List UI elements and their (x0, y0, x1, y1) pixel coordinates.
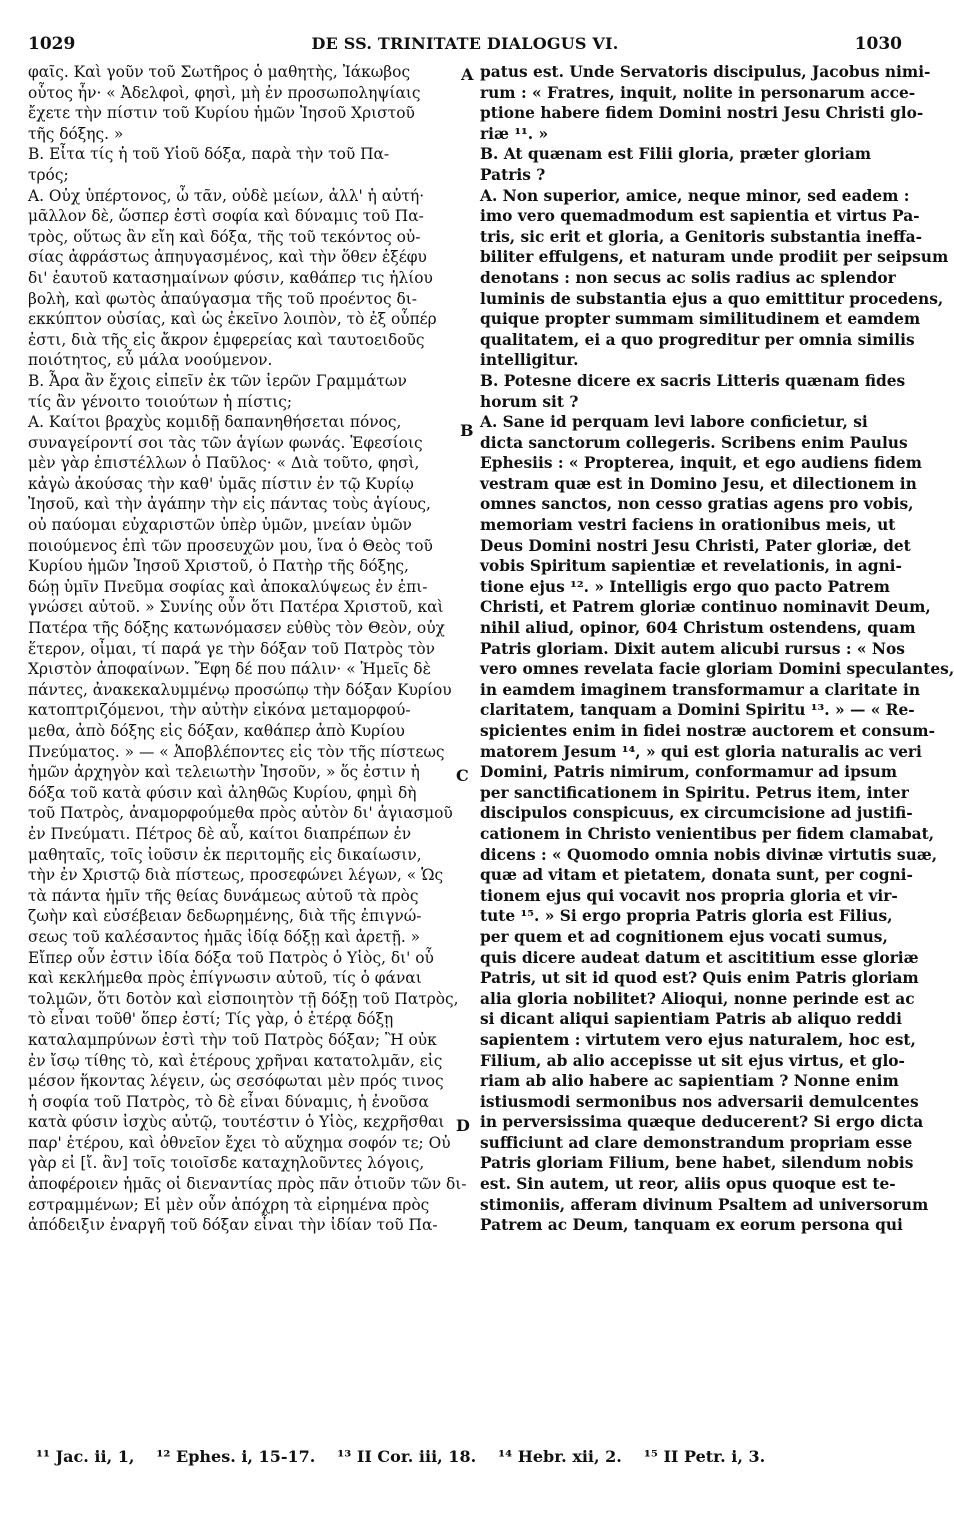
latin-text-line: per sanctificationem in Spiritu. Petrus item, inter (480, 783, 909, 802)
greek-text-line: ἡμῶν ἀρχηγὸν καὶ τελειωτὴν Ἰησοῦν, » ὅς ἐστιν ἡ (28, 763, 420, 782)
greek-text-line: ἀποφέροιεν ἡμᾶς οἱ διεναντίας πρὸς πᾶν ὁτιοῦν τῶν δι- (28, 1175, 467, 1194)
greek-text-line: βολὴ, καὶ φωτὸς ἀπαύγασμα τῆς τοῦ προέντος δι- (28, 289, 417, 308)
latin-text-line: horum sit ? (480, 392, 579, 411)
greek-text-line: οὗτος ἦν· « Ἀδελφοὶ, φησὶ, μὴ ἐν προσωποληψίαις (28, 83, 421, 102)
latin-text-line: Patrem ac Deum, tanquam ex eorum persona qui (480, 1216, 903, 1235)
latin-text-line: vobis Spiritum sapientiæ et revelationis, in agni- (480, 557, 902, 576)
latin-text-line: A. Sane id perquam levi labore conficietur, si (480, 413, 868, 432)
footnote: ¹⁵ II Petr. i, 3. (643, 1447, 766, 1466)
latin-text-line: dicens : « Quomodo omnia nobis divinæ virtutis suæ, (480, 845, 938, 864)
greek-text-line: Κυρίου ἡμῶν Ἰησοῦ Χριστοῦ, ὁ Πατὴρ τῆς δόξης, (28, 557, 409, 576)
greek-text-line: ἐν Πνεύματι. Πέτρος δὲ αὖ, καίτοι διαπρέπων ἐν (28, 824, 412, 843)
greek-text-line: ποιούμενος ἐπὶ τῶν προσευχῶν μου, ἵνα ὁ Θεὸς τοῦ (28, 536, 433, 555)
greek-text-line: μέσον ἥκοντας λέγειν, ὡς σεσόφωται μὲν πρός τινος (28, 1072, 444, 1091)
latin-text-line: denotans : non secus ac solis radius ac splendor (480, 268, 896, 287)
greek-text-line: μεθα, ἀπὸ δόξης εἰς δόξαν, καθάπερ ἀπὸ Κυρίου (28, 722, 405, 740)
greek-text-line: Ἰησοῦ, καὶ τὴν ἀγάπην τὴν εἰς πάντας τοὺς ἁγίους, (28, 495, 431, 514)
latin-text-line: imo vero quemadmodum est sapientia et virtus Pa- (480, 207, 920, 226)
latin-text-line: stimoniis, afferam divinum Psaltem ad universorum (480, 1195, 929, 1214)
latin-text-line: A. Non superior, amice, neque minor, sed eadem : (480, 186, 910, 205)
latin-text-line: intelligitur. (480, 351, 579, 370)
greek-text-line: τὸ εἶναι τοῦθ' ὅπερ ἐστί; Τίς γὰρ, ὁ ἑτέρᾳ δόξῃ (28, 1010, 394, 1029)
latin-text-line: tute ¹⁵. » Si ergo propria Patris gloria est Filius, (480, 907, 893, 926)
greek-text-line: καὶ κεκλήμεθα πρὸς ἐπίγνωσιν αὐτοῦ, τίς ὁ φάναι (28, 969, 422, 988)
greek-text-line: γὰρ εἰ [ἴ. ἂν] τοῖς τοιοῖσδε καταχηλοῦντες λόγοις, (28, 1154, 425, 1173)
greek-text-line: τρός; (28, 165, 69, 184)
latin-text-line: alia gloria nobilitet? Alioqui, nonne perinde est ac (480, 989, 915, 1008)
greek-text-line: γνώσει αὐτοῦ. » Συνίης οὖν ὅτι Πατέρα Χριστοῦ, καὶ (28, 598, 444, 617)
latin-text-line: memoriam vestri faciens in orationibus meis, ut (480, 516, 896, 535)
greek-text-line: ἐστι, διὰ τῆς εἰς ἄκρον ἐμφερείας καὶ ταυτοειδοῦς (28, 330, 425, 349)
greek-text-line: ἡ σοφία τοῦ Πατρὸς, τὸ δὲ εἶναι δύναμις, ἡ ἐνοῦσα (28, 1092, 429, 1111)
latin-text-line: tris, sic erit et gloria, a Genitoris substantia ineffa- (480, 227, 922, 246)
latin-text-line: vero omnes revelata facie gloriam Domini speculantes, (480, 660, 954, 679)
page-number-right: 1030 (854, 34, 902, 54)
latin-text-line: quis dicere audeat datum et ascititium esse gloriæ (480, 948, 919, 967)
latin-text-line: ptione habere fidem Domini nostri Jesu Christi glo- (480, 104, 924, 123)
latin-text-line: rum : « Fratres, inquit, nolite in personarum acce- (480, 83, 916, 102)
greek-text-line: ζωὴν καὶ εὐσέβειαν δεδωρημένης, διὰ τῆς ἐπιγνώ- (28, 907, 422, 926)
greek-text-line: καταλαμπρύνων ἐστὶ τὴν τοῦ Πατρὸς δόξαν; Ἢ οὐκ (28, 1030, 437, 1049)
greek-text-line: Α. Οὐχ ὑπέρτονος, ὦ τᾶν, οὐδὲ μείων, ἀλλ' ἡ αὐτή· (28, 186, 425, 205)
latin-text-line: luminis de substantia ejus a quo emittitur procedens, (480, 289, 944, 308)
greek-text-line: Α. Καίτοι βραχὺς κομιδῇ δαπανηθήσεται πόνος, (28, 413, 402, 432)
greek-text-line: Πνεύματος. » — « Ἀποβλέποντες εἰς τὸν τῆς πίστεως (28, 742, 445, 761)
greek-text-line: δόξα τοῦ κατὰ φύσιν καὶ ἀληθῶς Κυρίου, φημὶ δὴ (28, 783, 417, 802)
latin-text-line: Filium, ab alio accepisse ut sit ejus virtus, et glo- (480, 1051, 905, 1070)
footnote: ¹³ II Cor. iii, 18. (337, 1447, 477, 1466)
greek-text-line: σίας ἀφράστως ἀπηυγασμένος, καὶ τὴν ὅθεν ἐξέφυ (28, 248, 427, 267)
greek-text-line: ἕτερον, οἶμαι, τί παρά γε τὴν δόξαν τοῦ Πατρὸς τὸν (28, 639, 436, 658)
margin-marker-c: C (456, 766, 469, 785)
greek-text-line: μᾶλλον δὲ, ὥσπερ ἐστὶ σοφία καὶ δύναμις τοῦ Πα- (28, 207, 424, 226)
latin-text-line: in perversissima quæque deducerent? Si ergo dicta (480, 1113, 924, 1132)
latin-text-line: patus est. Unde Servatoris discipulus, Jacobus nimi- (480, 63, 931, 81)
latin-text-line: qualitatem, ei a quo progreditur per omnia similis (480, 330, 915, 349)
latin-text-line: sapientem : virtutem vero ejus naturalem, hoc est, (480, 1030, 916, 1049)
greek-text-line: εστραμμένων; Εἰ μὲν οὖν ἀπόχρη τὰ εἰρημένα πρὸς (28, 1195, 430, 1214)
greek-text-line: τίς ἂν γένοιτο τοιούτων ἡ πίστις; (28, 392, 293, 411)
greek-text-line: ἐν ἴσῳ τίθης τὸ, καὶ ἑτέρους χρῆναι κατατολμᾶν, εἰς (28, 1051, 443, 1070)
latin-text-line: cationem in Christo venientibus per fidem clamabat, (480, 824, 935, 843)
latin-text-line: Patris, ut sit id quod est? Quis enim Patris gloriam (480, 969, 919, 988)
greek-text-line: τρὸς, οὕτως ἂν εἴη καὶ δόξα, τῆς τοῦ τεκόντος οὐ- (28, 227, 421, 246)
latin-text-line: vestram quæ est in Domino Jesu, et dilectionem in (480, 474, 917, 493)
latin-text-line: tionem ejus qui vocavit nos propria gloria et vir- (480, 886, 898, 905)
latin-text-line: per quem et ad cognitionem ejus vocati sumus, (480, 927, 888, 946)
greek-text-line: τολμῶν, ὅτι δοτὸν καὶ εἰσποιητὸν τῇ δόξῃ τοῦ Πατρὸς, (28, 989, 459, 1008)
latin-text-line: istiusmodi sermonibus nos adversarii demulcentes (480, 1092, 919, 1111)
latin-text-line: quique propter summam similitudinem et eamdem (480, 310, 921, 329)
margin-marker-a: A (461, 65, 474, 84)
greek-text-line: Β. Εἶτα τίς ἡ τοῦ Υἱοῦ δόξα, παρὰ τὴν τοῦ Πα- (28, 145, 390, 164)
page-number-left: 1029 (28, 34, 76, 54)
greek-text-line: Χριστὸν ἀποφαίνων. Ἔφη δέ που πάλιν· « Ἡμεῖς δὲ (28, 660, 431, 679)
footnote: ¹² Ephes. i, 15-17. (156, 1447, 316, 1466)
footnote: ¹¹ Jac. ii, 1, (36, 1447, 135, 1466)
greek-text-line: ἀπόδειξιν ἐναργῆ τοῦ δόξαν εἶναι τὴν ἰδίαν τοῦ Πα- (28, 1216, 438, 1235)
greek-text-line: μαθηταῖς, τοῖς ἰοῦσιν ἐκ περιτομῆς εἰς δικαίωσιν, (28, 845, 422, 864)
latin-text-line: matorem Jesum ¹⁴, » qui est gloria naturalis ac veri (480, 742, 922, 761)
greek-text-line: Β. Ἆρα ἂν ἔχοις εἰπεῖν ἐκ τῶν ἱερῶν Γραμμάτων (28, 371, 407, 390)
latin-text-line: quæ ad vitam et pietatem, donata sunt, per cogni- (480, 866, 913, 885)
greek-text-line: συναγείροντί σοι τὰς τῶν ἁγίων φωνάς. Ἐφεσίοις (28, 433, 423, 452)
latin-text-line: Patris gloriam. Dixit autem alicubi rursus : « Nos (480, 639, 905, 658)
greek-text-line: δώῃ ὑμῖν Πνεῦμα σοφίας καὶ ἀποκαλύψεως ἐν ἐπι- (28, 577, 428, 596)
latin-text-column (480, 62, 954, 1540)
latin-text-line: dicta sanctorum collegeris. Scribens enim Paulus (480, 433, 908, 452)
margin-marker-d: D (456, 1116, 470, 1135)
running-title: DE SS. TRINITATE DIALOGUS VI. (311, 34, 619, 53)
greek-text-line: τῆς δόξης. » (28, 124, 124, 143)
greek-text-line: τοῦ Πατρὸς, ἀναμορφούμεθα πρὸς αὐτὸν δι' ἁγιασμοῦ (28, 804, 453, 823)
footnotes (36, 1447, 902, 1466)
greek-text-line: κατὰ φύσιν ἰσχὺς αὐτῷ, τουτέστιν ὁ Υἱὸς, κεχρῆσθαι (28, 1113, 445, 1132)
latin-text-line: est. Sin autem, ut reor, aliis opus quoque est te- (480, 1175, 896, 1194)
greek-text-line: Εἴπερ οὖν ἐστιν ἰδία δόξα τοῦ Πατρὸς ὁ Υἱὸς, δι' οὗ (28, 948, 434, 967)
greek-text-line: οὐ παύομαι εὐχαριστῶν ὑπὲρ ὑμῶν, μνείαν ὑμῶν (28, 516, 412, 535)
latin-text-line: Patris ? (480, 165, 546, 184)
footnote: ¹⁴ Hebr. xii, 2. (498, 1447, 622, 1466)
latin-text-line: nihil aliud, opinor, 604 Christum ostendens, quam (480, 619, 916, 638)
latin-text-line: si dicant aliqui sapientiam Patris ab aliquo reddi (480, 1010, 902, 1029)
latin-text-line: in eamdem imaginem transformamur a claritate in (480, 680, 921, 699)
latin-text-line: B. At quænam est Filii gloria, præter gloriam (480, 145, 872, 164)
greek-text-line: ἔχετε τὴν πίστιν τοῦ Κυρίου ἡμῶν Ἰησοῦ Χριστοῦ (28, 104, 415, 123)
latin-text-line: sufficiunt ad clare demonstrandum propriam esse (480, 1133, 913, 1152)
latin-text-line: Domini, Patris nimirum, conformamur ad ipsum (480, 763, 898, 782)
latin-text-line: omnes sanctos, non cesso gratias agens pro vobis, (480, 495, 914, 514)
latin-text-line: Deus Domini nostri Jesu Christi, Pater gloriæ, det (480, 536, 911, 555)
latin-text-line: spicientes enim in fidei nostræ auctorem et consum- (480, 722, 935, 740)
latin-text-line: Patris gloriam Filium, bene habet, silendum nobis (480, 1154, 914, 1173)
greek-text-line: δι' ἑαυτοῦ κατασημαίνων φύσιν, καθάπερ τις ἡλίου (28, 268, 433, 287)
page-header (28, 34, 902, 58)
greek-text-column (28, 62, 467, 1540)
greek-text-line: τὴν ἐν Χριστῷ διὰ πίστεως, προσεφώνει λέγων, « Ὡς (28, 866, 444, 885)
latin-text-line: discipulos conspicuus, ex circumcisione ad justifi- (480, 804, 913, 823)
margin-marker-b: B (460, 421, 474, 440)
greek-text-line: παρ' ἑτέρου, καὶ ὀθνεῖον ἔχει τὸ αὔχημα σοφόν τε; Οὐ (28, 1133, 451, 1152)
latin-text-line: riæ ¹¹. » (480, 124, 549, 143)
latin-text-line: biliter effulgens, et naturam unde prodiit per seipsum (480, 248, 949, 267)
latin-text-line: Christi, et Patrem gloriæ continuo nominavit Deum, (480, 598, 931, 617)
greek-text-line: ποιότητος, εὖ μάλα νοούμενον. (28, 351, 273, 370)
greek-text-line: σεως τοῦ καλέσαντος ἡμᾶς ἰδίᾳ δόξῃ καὶ ἀρετῇ. » (28, 927, 421, 946)
greek-text-line: τὰ πάντα ἡμῖν τῆς θείας δυνάμεως αὐτοῦ τὰ πρὸς (28, 886, 419, 905)
greek-text-line: κἀγὼ ἀκούσας τὴν καθ' ὑμᾶς πίστιν ἐν τῷ Κυρίῳ (28, 474, 414, 493)
greek-text-line: μὲν γὰρ ἐπιστέλλων ὁ Παῦλος· « Διὰ τοῦτο, φησὶ, (28, 454, 420, 473)
greek-text-line: Πατέρα τῆς δόξης κατωνόμασεν εὐθὺς τὸν Θεὸν, οὐχ (28, 619, 445, 638)
latin-text-line: tione ejus ¹². » Intelligis ergo quo pacto Patrem (480, 577, 890, 596)
latin-text-line: riam ab alio habere ac sapientiam ? Nonne enim (480, 1072, 899, 1091)
greek-text-line: εκκύπτον οὐσίας, καὶ ὡς ἐκεῖνο λοιπὸν, τὸ ἐξ οὗπέρ (28, 310, 437, 329)
greek-text-line: κατοπτριζόμενοι, τὴν αὐτὴν εἰκόνα μεταμορφού- (28, 701, 411, 720)
greek-text-line: φαῖς. Καὶ γοῦν τοῦ Σωτῆρος ὁ μαθητὴς, Ἰάκωβος (28, 63, 411, 81)
latin-text-line: B. Potesne dicere ex sacris Litteris quænam fides (480, 371, 906, 390)
latin-text-line: Ephesiis : « Propterea, inquit, et ego audiens fidem (480, 454, 922, 473)
greek-text-line: πάντες, ἀνακεκαλυμμένῳ προσώπῳ τὴν δόξαν Κυρίου (28, 680, 452, 699)
latin-text-line: claritatem, tanquam a Domini Spiritu ¹³. » — « Re- (480, 701, 915, 720)
